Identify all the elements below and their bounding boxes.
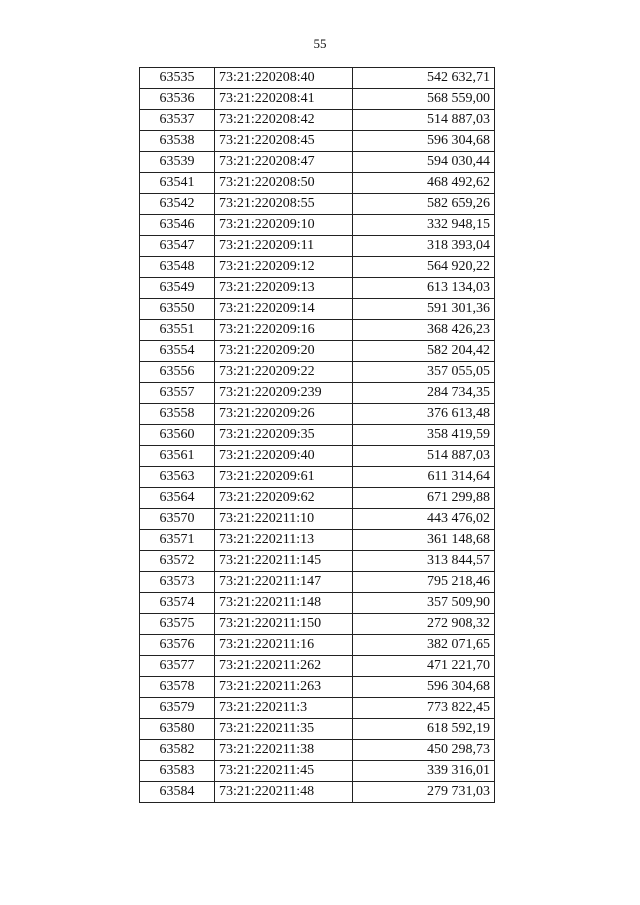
row-number-cell: 63579 [140, 698, 215, 719]
cadastral-number-cell: 73:21:220208:41 [215, 89, 353, 110]
cadastral-value-table [139, 67, 495, 803]
cadastral-value-cell: 611 314,64 [353, 467, 495, 488]
cadastral-number-cell: 73:21:220211:148 [215, 593, 353, 614]
table-row [140, 467, 495, 488]
cadastral-number-cell: 73:21:220211:263 [215, 677, 353, 698]
row-number-cell: 63560 [140, 425, 215, 446]
row-number-cell: 63548 [140, 257, 215, 278]
row-number-cell: 63584 [140, 782, 215, 803]
cadastral-number-cell: 73:21:220211:150 [215, 614, 353, 635]
table-row [140, 656, 495, 677]
table-row [140, 446, 495, 467]
cadastral-value-cell: 332 948,15 [353, 215, 495, 236]
table-row [140, 698, 495, 719]
cadastral-value-cell: 671 299,88 [353, 488, 495, 509]
table-row [140, 215, 495, 236]
row-number-cell: 63547 [140, 236, 215, 257]
table-row [140, 194, 495, 215]
cadastral-number-cell: 73:21:220209:10 [215, 215, 353, 236]
cadastral-value-cell: 339 316,01 [353, 761, 495, 782]
cadastral-value-cell: 382 071,65 [353, 635, 495, 656]
table-row [140, 572, 495, 593]
row-number-cell: 63542 [140, 194, 215, 215]
cadastral-value-cell: 361 148,68 [353, 530, 495, 551]
cadastral-number-cell: 73:21:220211:10 [215, 509, 353, 530]
cadastral-number-cell: 73:21:220208:42 [215, 110, 353, 131]
table-row [140, 152, 495, 173]
cadastral-number-cell: 73:21:220209:239 [215, 383, 353, 404]
cadastral-number-cell: 73:21:220209:20 [215, 341, 353, 362]
cadastral-number-cell: 73:21:220209:11 [215, 236, 353, 257]
cadastral-number-cell: 73:21:220208:47 [215, 152, 353, 173]
cadastral-value-cell: 568 559,00 [353, 89, 495, 110]
cadastral-value-cell: 450 298,73 [353, 740, 495, 761]
table-row [140, 635, 495, 656]
row-number-cell: 63583 [140, 761, 215, 782]
table-row [140, 110, 495, 131]
cadastral-value-cell: 564 920,22 [353, 257, 495, 278]
cadastral-value-cell: 613 134,03 [353, 278, 495, 299]
table-row [140, 551, 495, 572]
cadastral-number-cell: 73:21:220208:40 [215, 68, 353, 89]
cadastral-number-cell: 73:21:220209:13 [215, 278, 353, 299]
row-number-cell: 63535 [140, 68, 215, 89]
row-number-cell: 63577 [140, 656, 215, 677]
row-number-cell: 63563 [140, 467, 215, 488]
table-row [140, 68, 495, 89]
table-body [140, 68, 495, 803]
cadastral-number-cell: 73:21:220209:22 [215, 362, 353, 383]
row-number-cell: 63564 [140, 488, 215, 509]
cadastral-value-cell: 318 393,04 [353, 236, 495, 257]
cadastral-value-cell: 514 887,03 [353, 446, 495, 467]
cadastral-number-cell: 73:21:220211:262 [215, 656, 353, 677]
cadastral-number-cell: 73:21:220209:26 [215, 404, 353, 425]
cadastral-number-cell: 73:21:220211:147 [215, 572, 353, 593]
table-row [140, 341, 495, 362]
cadastral-number-cell: 73:21:220211:45 [215, 761, 353, 782]
row-number-cell: 63551 [140, 320, 215, 341]
cadastral-number-cell: 73:21:220208:55 [215, 194, 353, 215]
cadastral-value-cell: 358 419,59 [353, 425, 495, 446]
row-number-cell: 63574 [140, 593, 215, 614]
row-number-cell: 63546 [140, 215, 215, 236]
cadastral-number-cell: 73:21:220209:35 [215, 425, 353, 446]
cadastral-value-cell: 284 734,35 [353, 383, 495, 404]
cadastral-number-cell: 73:21:220209:14 [215, 299, 353, 320]
cadastral-number-cell: 73:21:220211:48 [215, 782, 353, 803]
cadastral-value-cell: 618 592,19 [353, 719, 495, 740]
cadastral-value-cell: 596 304,68 [353, 131, 495, 152]
cadastral-number-cell: 73:21:220211:16 [215, 635, 353, 656]
cadastral-value-cell: 795 218,46 [353, 572, 495, 593]
table-row [140, 299, 495, 320]
row-number-cell: 63537 [140, 110, 215, 131]
table-row [140, 593, 495, 614]
row-number-cell: 63538 [140, 131, 215, 152]
table-row [140, 782, 495, 803]
table-row [140, 761, 495, 782]
table-row [140, 719, 495, 740]
table-row [140, 740, 495, 761]
cadastral-number-cell: 73:21:220209:16 [215, 320, 353, 341]
table-row [140, 362, 495, 383]
row-number-cell: 63578 [140, 677, 215, 698]
cadastral-number-cell: 73:21:220211:35 [215, 719, 353, 740]
cadastral-value-cell: 313 844,57 [353, 551, 495, 572]
cadastral-number-cell: 73:21:220209:40 [215, 446, 353, 467]
row-number-cell: 63576 [140, 635, 215, 656]
cadastral-value-cell: 468 492,62 [353, 173, 495, 194]
cadastral-value-cell: 279 731,03 [353, 782, 495, 803]
row-number-cell: 63558 [140, 404, 215, 425]
cadastral-value-cell: 272 908,32 [353, 614, 495, 635]
cadastral-number-cell: 73:21:220209:62 [215, 488, 353, 509]
cadastral-number-cell: 73:21:220211:38 [215, 740, 353, 761]
table-row [140, 320, 495, 341]
table-row [140, 425, 495, 446]
table-row [140, 173, 495, 194]
cadastral-value-cell: 471 221,70 [353, 656, 495, 677]
cadastral-number-cell: 73:21:220209:12 [215, 257, 353, 278]
table-row [140, 383, 495, 404]
cadastral-value-cell: 582 204,42 [353, 341, 495, 362]
table-row [140, 488, 495, 509]
row-number-cell: 63556 [140, 362, 215, 383]
cadastral-value-cell: 357 509,90 [353, 593, 495, 614]
row-number-cell: 63549 [140, 278, 215, 299]
cadastral-value-cell: 368 426,23 [353, 320, 495, 341]
cadastral-value-cell: 591 301,36 [353, 299, 495, 320]
table-row [140, 404, 495, 425]
table-row [140, 509, 495, 530]
row-number-cell: 63550 [140, 299, 215, 320]
cadastral-number-cell: 73:21:220208:50 [215, 173, 353, 194]
row-number-cell: 63557 [140, 383, 215, 404]
row-number-cell: 63582 [140, 740, 215, 761]
row-number-cell: 63554 [140, 341, 215, 362]
cadastral-value-cell: 514 887,03 [353, 110, 495, 131]
row-number-cell: 63570 [140, 509, 215, 530]
row-number-cell: 63572 [140, 551, 215, 572]
table-row [140, 677, 495, 698]
table-row [140, 278, 495, 299]
cadastral-number-cell: 73:21:220211:3 [215, 698, 353, 719]
cadastral-value-cell: 594 030,44 [353, 152, 495, 173]
row-number-cell: 63580 [140, 719, 215, 740]
row-number-cell: 63561 [140, 446, 215, 467]
cadastral-number-cell: 73:21:220211:145 [215, 551, 353, 572]
cadastral-value-cell: 443 476,02 [353, 509, 495, 530]
table-row [140, 257, 495, 278]
cadastral-value-cell: 542 632,71 [353, 68, 495, 89]
row-number-cell: 63573 [140, 572, 215, 593]
row-number-cell: 63539 [140, 152, 215, 173]
cadastral-number-cell: 73:21:220208:45 [215, 131, 353, 152]
row-number-cell: 63575 [140, 614, 215, 635]
table-row [140, 131, 495, 152]
row-number-cell: 63571 [140, 530, 215, 551]
cadastral-value-cell: 596 304,68 [353, 677, 495, 698]
cadastral-number-cell: 73:21:220209:61 [215, 467, 353, 488]
cadastral-value-cell: 582 659,26 [353, 194, 495, 215]
row-number-cell: 63541 [140, 173, 215, 194]
table-row [140, 236, 495, 257]
cadastral-number-cell: 73:21:220211:13 [215, 530, 353, 551]
table-row [140, 614, 495, 635]
row-number-cell: 63536 [140, 89, 215, 110]
cadastral-value-cell: 376 613,48 [353, 404, 495, 425]
table-row [140, 530, 495, 551]
table-row [140, 89, 495, 110]
cadastral-value-cell: 357 055,05 [353, 362, 495, 383]
cadastral-value-cell: 773 822,45 [353, 698, 495, 719]
page-number: 55 [313, 36, 327, 51]
